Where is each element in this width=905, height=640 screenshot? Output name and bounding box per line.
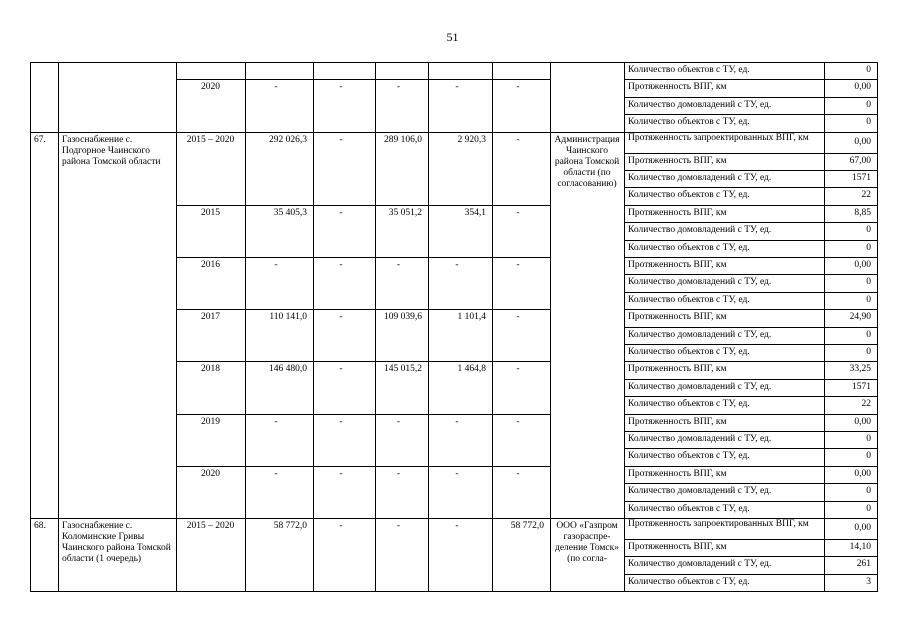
table-rule (624, 292, 878, 293)
indicator-name: Количество домовладений с ТУ, ед. (628, 173, 772, 183)
indicator-name: Протяженность запроектированных ВПГ, км (628, 132, 809, 143)
indicator-value: 0 (866, 486, 871, 497)
indicator-name: Количество объектов с ТУ, ед. (628, 399, 750, 410)
table-rule (624, 466, 878, 467)
financing-cell: - (339, 134, 343, 145)
table-rule (176, 79, 551, 80)
indicator-name: Количество домовладений с ТУ, ед. (628, 225, 772, 236)
table-rule (624, 396, 878, 397)
table-rule (550, 62, 551, 592)
financing-cell: 35 405,3 (273, 207, 307, 218)
indicator-value: 0 (866, 99, 871, 110)
table-rule (624, 539, 878, 540)
table-rule (58, 62, 59, 592)
financing-cell: - (455, 521, 459, 531)
indicator-name: Количество объектов с ТУ, ед. (628, 65, 750, 75)
financing-cell: 35 051,2 (388, 207, 422, 218)
table-rule (624, 114, 878, 115)
indicator-value: 0 (866, 117, 871, 128)
financing-cell: - (396, 416, 401, 427)
indicator-name: Протяженность ВПГ, км (628, 155, 727, 166)
financing-cell: - (455, 416, 459, 427)
financing-cell: 2 920,3 (457, 134, 486, 145)
financing-cell: - (396, 468, 401, 479)
indicator-name: Протяженность ВПГ, км (628, 468, 727, 479)
year-cell: 2016 (201, 260, 220, 270)
financing-cell: - (339, 312, 343, 323)
table-rule (313, 62, 314, 592)
financing-cell: - (516, 364, 520, 375)
table-rule (624, 309, 878, 310)
indicator-name: Количество домовладений с ТУ, ед. (628, 559, 772, 570)
indicator-name: Протяженность ВПГ, км (628, 312, 727, 323)
table-rule (824, 62, 825, 592)
table-rule (624, 205, 878, 206)
financing-cell: - (274, 416, 278, 427)
indicator-name: Протяженность ВПГ, км (628, 260, 727, 270)
financing-cell: 110 141,0 (269, 312, 307, 323)
financing-cell: - (516, 82, 520, 93)
indicator-name: Протяженность запроектированных ВПГ, км (628, 519, 809, 529)
indicator-value: 67,00 (849, 155, 871, 166)
indicator-value: 8,85 (854, 207, 871, 218)
year-cell: 2015 – 2020 (186, 134, 235, 145)
indicator-value: 0 (866, 65, 871, 75)
indicator-name: Количество объектов с ТУ, ед. (628, 347, 750, 357)
table-rule (176, 205, 551, 206)
indicator-name: Количество домовладений с ТУ, ед. (628, 277, 772, 288)
year-cell: 2017 (201, 312, 220, 323)
year-cell: 2020 (201, 468, 220, 479)
indicator-value: 0 (866, 503, 871, 514)
table-rule (624, 414, 878, 415)
financing-cell: - (339, 468, 343, 479)
table-rule (624, 153, 878, 154)
table-rule (624, 187, 878, 188)
indicator-name: Протяженность ВПГ, км (628, 416, 727, 427)
indicator-value: 0,00 (854, 416, 871, 427)
table-rule (624, 448, 878, 449)
indicator-name: Количество домовладений с ТУ, ед. (628, 381, 772, 392)
financing-cell: - (516, 416, 520, 427)
table-rule (624, 483, 878, 484)
financing-cell: - (396, 521, 401, 531)
indicator-name: Количество домовладений с ТУ, ед. (628, 99, 772, 110)
indicator-name: Количество домовладений с ТУ, ед. (628, 329, 772, 340)
financing-cell: - (516, 134, 520, 145)
financing-cell: - (516, 468, 520, 479)
table-rule (624, 431, 878, 432)
financing-cell: - (455, 82, 459, 93)
table-rule (624, 79, 878, 80)
indicator-value: 0 (866, 434, 871, 444)
financing-cell: - (274, 468, 278, 479)
indicator-name: Количество домовладений с ТУ, ед. (628, 434, 772, 444)
financing-cell: - (516, 312, 520, 323)
table-rule (492, 62, 493, 592)
table-rule (30, 591, 878, 592)
indicator-value: 0 (866, 294, 871, 305)
table-rule (624, 556, 878, 557)
project-name: Газоснабжение с. Коломинские Гривы Чаинского района Томской области (1 очередь) (62, 521, 171, 564)
financing-cell: 145 015,2 (384, 364, 422, 375)
financing-cell: - (339, 82, 343, 93)
indicator-name: Количество объектов с ТУ, ед. (628, 576, 750, 587)
table-rule (624, 97, 878, 98)
financing-cell: 146 480,0 (269, 364, 307, 375)
indicator-name: Количество объектов с ТУ, ед. (628, 503, 750, 514)
indicator-value: 22 (861, 190, 871, 201)
indicator-value: 0,00 (854, 468, 871, 479)
table-rule (624, 344, 878, 345)
table-rule (624, 62, 625, 592)
indicator-value: 261 (856, 559, 871, 570)
financing-cell: 292 026,3 (269, 134, 307, 145)
row-number: 67. (34, 134, 46, 145)
table-rule (176, 466, 551, 467)
table-rule (624, 257, 878, 258)
indicator-name: Протяженность ВПГ, км (628, 82, 727, 93)
year-cell: 2015 (201, 207, 220, 218)
financing-cell: - (339, 364, 343, 375)
indicator-name: Количество объектов с ТУ, ед. (628, 242, 750, 253)
year-cell: 2015 – 2020 (186, 521, 235, 531)
table-rule (624, 170, 878, 171)
year-cell: 2020 (201, 82, 220, 93)
table-rule (176, 62, 177, 592)
table-rule (624, 501, 878, 502)
table-rule (624, 222, 878, 223)
row-number: 68. (34, 521, 46, 531)
indicator-name: Количество объектов с ТУ, ед. (628, 294, 750, 305)
financing-cell: - (396, 260, 401, 270)
table-rule (624, 574, 878, 575)
financing-cell: - (339, 207, 343, 218)
indicator-value: 0,00 (854, 523, 871, 533)
indicator-value: 0,00 (854, 260, 871, 270)
table-rule (375, 62, 376, 592)
indicator-value: 1571 (852, 381, 871, 392)
table-rule (624, 327, 878, 328)
table-rule (624, 240, 878, 241)
financing-cell: 1 101,4 (457, 312, 486, 323)
financing-cell: - (339, 416, 343, 427)
indicator-value: 0 (866, 225, 871, 236)
indicator-value: 0 (866, 451, 871, 462)
financing-cell: - (516, 260, 520, 270)
table-rule (30, 62, 31, 592)
table-rule (624, 274, 878, 275)
project-name: Газоснабжение с. Подгорное Чаинского района Томской области (62, 134, 161, 167)
financing-cell: - (274, 260, 278, 270)
financing-cell: 289 106,0 (384, 134, 422, 145)
financing-cell: - (455, 260, 459, 270)
page-number: 51 (446, 30, 459, 44)
executor-cell: ООО «Газпром газораспре-деление Томск» (по согла- (554, 521, 620, 564)
table-rule (877, 62, 878, 592)
table-rule (176, 361, 551, 362)
indicator-value: 0,00 (854, 136, 871, 147)
table-rule (176, 257, 551, 258)
table-rule (428, 62, 429, 592)
financing-cell: 1 464,8 (457, 364, 486, 375)
financing-cell: - (339, 521, 343, 531)
indicator-value: 33,25 (849, 364, 871, 375)
executor-cell: Администрация Чаинского района Томской области (по согласованию) (554, 134, 620, 189)
indicator-name: Протяженность ВПГ, км (628, 207, 727, 218)
indicator-value: 3 (866, 576, 871, 587)
financing-cell: - (274, 82, 278, 93)
table-rule (624, 361, 878, 362)
financing-cell: 109 039,6 (384, 312, 422, 323)
year-cell: 2018 (201, 364, 220, 375)
indicator-name: Количество домовладений с ТУ, ед. (628, 486, 772, 497)
table-rule (245, 62, 246, 592)
indicator-name: Количество объектов с ТУ, ед. (628, 117, 750, 128)
indicator-value: 0 (866, 329, 871, 340)
indicator-value: 0,00 (854, 82, 871, 93)
indicator-name: Протяженность ВПГ, км (628, 364, 727, 375)
indicator-value: 0 (866, 242, 871, 253)
financing-cell: 58 772,0 (273, 521, 307, 531)
financing-cell: - (339, 260, 343, 270)
financing-cell: - (455, 468, 459, 479)
financing-cell: 58 772,0 (510, 521, 544, 531)
table-rule (176, 132, 551, 133)
table-rule (176, 518, 551, 519)
year-cell: 2019 (201, 416, 220, 427)
indicator-value: 1571 (852, 173, 871, 183)
table-rule (176, 309, 551, 310)
financing-cell: - (396, 82, 401, 93)
financing-cell: 354,1 (464, 207, 486, 218)
indicator-name: Количество объектов с ТУ, ед. (628, 451, 750, 462)
table-rule (30, 62, 878, 63)
indicator-value: 22 (861, 399, 871, 410)
table-rule (176, 414, 551, 415)
indicator-value: 24,90 (849, 312, 871, 323)
indicator-name: Протяженность ВПГ, км (628, 542, 727, 552)
indicator-name: Количество объектов с ТУ, ед. (628, 190, 750, 201)
indicator-value: 0 (866, 347, 871, 357)
financing-cell: - (516, 207, 520, 218)
table-rule (624, 379, 878, 380)
indicator-value: 14,10 (849, 542, 871, 552)
indicator-value: 0 (866, 277, 871, 288)
